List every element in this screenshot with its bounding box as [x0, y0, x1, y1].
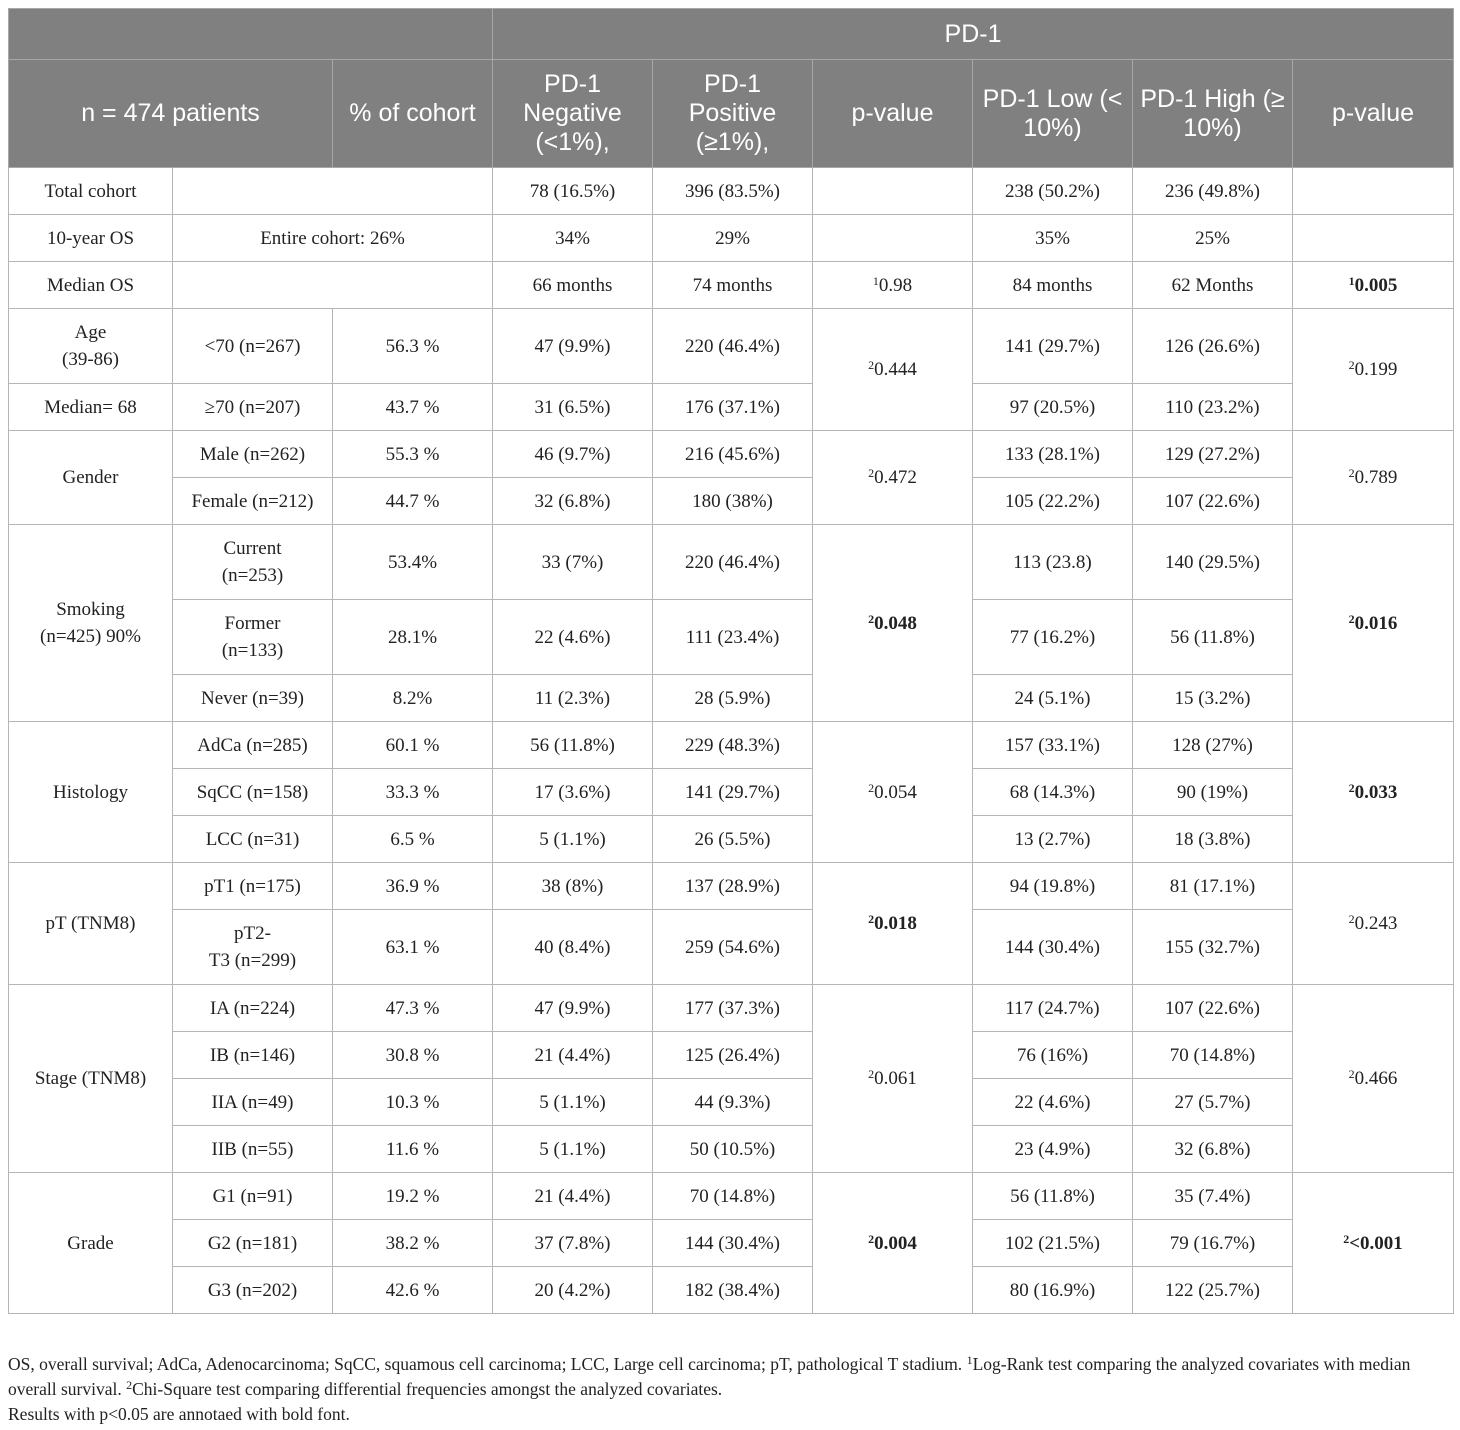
table-row-histology-2	[9, 769, 1454, 816]
group-label-histology: Histology	[9, 722, 173, 863]
table-row-stage-4	[9, 1126, 1454, 1173]
cell-pos: 216 (45.6%)	[653, 431, 813, 478]
cell-low: 238 (50.2%)	[973, 168, 1133, 215]
cell-entire-cohort: Entire cohort: 26%	[173, 215, 493, 262]
header-cohort-pct: % of cohort	[333, 60, 493, 168]
header-pd1-group: PD-1	[493, 9, 1454, 60]
cell-high: 25%	[1133, 215, 1293, 262]
cell-sub: Current (n=253)	[173, 525, 333, 600]
cell-high: 56 (11.8%)	[1133, 600, 1293, 675]
p-value-2: $^2$0.199	[1293, 309, 1454, 431]
group-label-gender: Gender	[9, 431, 173, 525]
cell-pct: 53.4%	[333, 525, 493, 600]
p-value-2: $^1$0.005	[1293, 262, 1454, 309]
cell-neg: 56 (11.8%)	[493, 722, 653, 769]
cell-high: 140 (29.5%)	[1133, 525, 1293, 600]
cell-sub: Former (n=133)	[173, 600, 333, 675]
table-row-median-os	[9, 262, 1454, 309]
cell-sub: pT2- T3 (n=299)	[173, 910, 333, 985]
cell-pos: 141 (29.7%)	[653, 769, 813, 816]
p-value-2: $^2$0.243	[1293, 863, 1454, 985]
cell-low: 105 (22.2%)	[973, 478, 1133, 525]
cell-sub: G3 (n=202)	[173, 1267, 333, 1314]
cell-pos: 28 (5.9%)	[653, 675, 813, 722]
empty-cell	[813, 215, 973, 262]
empty-cell	[1293, 168, 1454, 215]
cell-neg: 47 (9.9%)	[493, 985, 653, 1032]
cell-pos: 137 (28.9%)	[653, 863, 813, 910]
row-label: Total cohort	[9, 168, 173, 215]
p-value-2: $^2$0.466	[1293, 985, 1454, 1173]
cell-pos: 229 (48.3%)	[653, 722, 813, 769]
empty-cell	[1293, 215, 1454, 262]
cell-low: 22 (4.6%)	[973, 1079, 1133, 1126]
cell-pct: 38.2 %	[333, 1220, 493, 1267]
cell-high: 129 (27.2%)	[1133, 431, 1293, 478]
cell-sub: Female (n=212)	[173, 478, 333, 525]
header-pd1-high: PD-1 High (≥ 10%)	[1133, 60, 1293, 168]
cell-neg: 17 (3.6%)	[493, 769, 653, 816]
cell-sub: pT1 (n=175)	[173, 863, 333, 910]
table-row-gender-2	[9, 478, 1454, 525]
header-row-columns	[9, 60, 1454, 168]
cell-neg: 37 (7.8%)	[493, 1220, 653, 1267]
cell-neg: 46 (9.7%)	[493, 431, 653, 478]
cell-neg: 5 (1.1%)	[493, 1079, 653, 1126]
cell-pct: 8.2%	[333, 675, 493, 722]
cell-neg: 11 (2.3%)	[493, 675, 653, 722]
cell-low: 102 (21.5%)	[973, 1220, 1133, 1267]
table-row-smoking-2	[9, 600, 1454, 675]
p-value-2: $^2$0.789	[1293, 431, 1454, 525]
group-label-grade: Grade	[9, 1173, 173, 1314]
p-value-2: $^2$0.033	[1293, 722, 1454, 863]
cell-high: 236 (49.8%)	[1133, 168, 1293, 215]
cell-low: 23 (4.9%)	[973, 1126, 1133, 1173]
p-value-1: $^2$0.444	[813, 309, 973, 431]
header-p-value-1: p-value	[813, 60, 973, 168]
cell-low: 68 (14.3%)	[973, 769, 1133, 816]
cell-sub: IIB (n=55)	[173, 1126, 333, 1173]
cell-sub: IB (n=146)	[173, 1032, 333, 1079]
cell-low: 84 months	[973, 262, 1133, 309]
cell-neg: 21 (4.4%)	[493, 1032, 653, 1079]
cell-neg: 5 (1.1%)	[493, 816, 653, 863]
pd1-results-table	[8, 8, 1454, 1314]
footnote-abbreviations: OS, overall survival; AdCa, Adenocarcinoma; SqCC, squamous cell carcinoma; LCC, Large cell carcinoma; pT, pathological T stadium. $^1$Log-Rank test comparing the analyzed covariates with median overall survival. $^2$Chi-Square test comparing differential frequencies amongst the analyzed covariates.	[8, 1353, 1411, 1399]
cell-pct: 33.3 %	[333, 769, 493, 816]
cell-low: 13 (2.7%)	[973, 816, 1133, 863]
cell-low: 77 (16.2%)	[973, 600, 1133, 675]
cell-pct: 55.3 %	[333, 431, 493, 478]
cell-high: 62 Months	[1133, 262, 1293, 309]
table-row-pt-1	[9, 863, 1454, 910]
table-row-smoking-1	[9, 525, 1454, 600]
cell-sub: Male (n=262)	[173, 431, 333, 478]
cell-pos: 125 (26.4%)	[653, 1032, 813, 1079]
cell-pos: 180 (38%)	[653, 478, 813, 525]
cell-pct: 10.3 %	[333, 1079, 493, 1126]
cell-pct: 28.1%	[333, 600, 493, 675]
table-row-stage-1	[9, 985, 1454, 1032]
cell-pct: 47.3 %	[333, 985, 493, 1032]
cell-neg: 33 (7%)	[493, 525, 653, 600]
cell-pos: 29%	[653, 215, 813, 262]
cell-pos: 182 (38.4%)	[653, 1267, 813, 1314]
table-row-grade-3	[9, 1267, 1454, 1314]
cell-high: 81 (17.1%)	[1133, 863, 1293, 910]
cell-pct: 44.7 %	[333, 478, 493, 525]
cell-sub: AdCa (n=285)	[173, 722, 333, 769]
header-pd1-positive: PD-1 Positive (≥1%),	[653, 60, 813, 168]
cell-pct: 56.3 %	[333, 309, 493, 384]
cell-neg: 5 (1.1%)	[493, 1126, 653, 1173]
cell-high: 128 (27%)	[1133, 722, 1293, 769]
cell-sub: ≥70 (n=207)	[173, 384, 333, 431]
cell-sub: IIA (n=49)	[173, 1079, 333, 1126]
cell-pos: 111 (23.4%)	[653, 600, 813, 675]
row-label: 10-year OS	[9, 215, 173, 262]
table-row-pt-2	[9, 910, 1454, 985]
table-row-stage-3	[9, 1079, 1454, 1126]
cell-high: 35 (7.4%)	[1133, 1173, 1293, 1220]
cell-low: 76 (16%)	[973, 1032, 1133, 1079]
table-row-gender-1	[9, 431, 1454, 478]
table-row-10y-os	[9, 215, 1454, 262]
cell-pos: 176 (37.1%)	[653, 384, 813, 431]
cell-neg: 31 (6.5%)	[493, 384, 653, 431]
cell-pct: 63.1 %	[333, 910, 493, 985]
cell-high: 107 (22.6%)	[1133, 985, 1293, 1032]
cell-pct: 30.8 %	[333, 1032, 493, 1079]
empty-cell	[173, 168, 493, 215]
table-row-age-2	[9, 384, 1454, 431]
p-value-1: $^2$0.061	[813, 985, 973, 1173]
header-pd1-negative: PD-1 Negative (<1%),	[493, 60, 653, 168]
cell-pct: 43.7 %	[333, 384, 493, 431]
cell-sub: G1 (n=91)	[173, 1173, 333, 1220]
footnote-bold-note: Results with p<0.05 are annotaed with bold font.	[8, 1404, 350, 1424]
cell-high: 90 (19%)	[1133, 769, 1293, 816]
cell-pos: 259 (54.6%)	[653, 910, 813, 985]
cell-low: 56 (11.8%)	[973, 1173, 1133, 1220]
p-value-2: $^2$0.016	[1293, 525, 1454, 722]
cell-sub: Never (n=39)	[173, 675, 333, 722]
group-label-age-median: Median= 68	[9, 384, 173, 431]
cell-high: 126 (26.6%)	[1133, 309, 1293, 384]
cell-pos: 26 (5.5%)	[653, 816, 813, 863]
p-value-2: $^2$<0.001	[1293, 1173, 1454, 1314]
header-row-group	[9, 9, 1454, 60]
empty-cell	[813, 168, 973, 215]
cell-pos: 220 (46.4%)	[653, 309, 813, 384]
p-value-1: $^2$0.004	[813, 1173, 973, 1314]
cell-neg: 38 (8%)	[493, 863, 653, 910]
table-row-histology-3	[9, 816, 1454, 863]
cell-pct: 42.6 %	[333, 1267, 493, 1314]
table-footnotes	[8, 1352, 1456, 1427]
cell-pos: 177 (37.3%)	[653, 985, 813, 1032]
cell-high: 110 (23.2%)	[1133, 384, 1293, 431]
cell-sub: SqCC (n=158)	[173, 769, 333, 816]
cell-neg: 47 (9.9%)	[493, 309, 653, 384]
cell-high: 70 (14.8%)	[1133, 1032, 1293, 1079]
cell-neg: 32 (6.8%)	[493, 478, 653, 525]
cell-pos: 74 months	[653, 262, 813, 309]
cell-low: 133 (28.1%)	[973, 431, 1133, 478]
table-row-grade-2	[9, 1220, 1454, 1267]
cell-neg: 20 (4.2%)	[493, 1267, 653, 1314]
cell-neg: 21 (4.4%)	[493, 1173, 653, 1220]
table-row-grade-1	[9, 1173, 1454, 1220]
cell-neg: 34%	[493, 215, 653, 262]
empty-cell	[173, 262, 493, 309]
group-label-age: Age (39-86)	[9, 309, 173, 384]
cell-sub: IA (n=224)	[173, 985, 333, 1032]
cell-low: 141 (29.7%)	[973, 309, 1133, 384]
cell-low: 80 (16.9%)	[973, 1267, 1133, 1314]
cell-pos: 50 (10.5%)	[653, 1126, 813, 1173]
cell-low: 97 (20.5%)	[973, 384, 1133, 431]
cell-pct: 11.6 %	[333, 1126, 493, 1173]
cell-sub: LCC (n=31)	[173, 816, 333, 863]
cell-neg: 22 (4.6%)	[493, 600, 653, 675]
group-label-smoking: Smoking (n=425) 90%	[9, 525, 173, 722]
table-row-histology-1	[9, 722, 1454, 769]
header-patients: n = 474 patients	[9, 60, 333, 168]
cell-sub: G2 (n=181)	[173, 1220, 333, 1267]
group-label-pt: pT (TNM8)	[9, 863, 173, 985]
cell-neg: 40 (8.4%)	[493, 910, 653, 985]
cell-high: 107 (22.6%)	[1133, 478, 1293, 525]
cell-high: 15 (3.2%)	[1133, 675, 1293, 722]
cell-pct: 36.9 %	[333, 863, 493, 910]
table-row-total	[9, 168, 1454, 215]
cell-pos: 396 (83.5%)	[653, 168, 813, 215]
cell-pct: 19.2 %	[333, 1173, 493, 1220]
cell-high: 79 (16.7%)	[1133, 1220, 1293, 1267]
cell-low: 157 (33.1%)	[973, 722, 1133, 769]
cell-pos: 220 (46.4%)	[653, 525, 813, 600]
cell-pos: 70 (14.8%)	[653, 1173, 813, 1220]
p-value-1: $^2$0.048	[813, 525, 973, 722]
row-label: Median OS	[9, 262, 173, 309]
cell-low: 35%	[973, 215, 1133, 262]
cell-sub: <70 (n=267)	[173, 309, 333, 384]
cell-high: 122 (25.7%)	[1133, 1267, 1293, 1314]
cell-high: 155 (32.7%)	[1133, 910, 1293, 985]
cell-neg: 78 (16.5%)	[493, 168, 653, 215]
p-value-1: $^1$0.98	[813, 262, 973, 309]
cell-low: 117 (24.7%)	[973, 985, 1133, 1032]
cell-high: 27 (5.7%)	[1133, 1079, 1293, 1126]
cell-high: 32 (6.8%)	[1133, 1126, 1293, 1173]
header-corner	[9, 9, 493, 60]
table-row-smoking-3	[9, 675, 1454, 722]
cell-low: 24 (5.1%)	[973, 675, 1133, 722]
cell-pct: 60.1 %	[333, 722, 493, 769]
p-value-1: $^2$0.018	[813, 863, 973, 985]
cell-low: 144 (30.4%)	[973, 910, 1133, 985]
header-p-value-2: p-value	[1293, 60, 1454, 168]
cell-low: 113 (23.8)	[973, 525, 1133, 600]
p-value-1: $^2$0.054	[813, 722, 973, 863]
group-label-stage: Stage (TNM8)	[9, 985, 173, 1173]
cell-pos: 44 (9.3%)	[653, 1079, 813, 1126]
cell-high: 18 (3.8%)	[1133, 816, 1293, 863]
table-row-stage-2	[9, 1032, 1454, 1079]
table-row-age-1	[9, 309, 1454, 384]
header-pd1-low: PD-1 Low (< 10%)	[973, 60, 1133, 168]
cell-pos: 144 (30.4%)	[653, 1220, 813, 1267]
cell-low: 94 (19.8%)	[973, 863, 1133, 910]
p-value-1: $^2$0.472	[813, 431, 973, 525]
cell-pct: 6.5 %	[333, 816, 493, 863]
cell-neg: 66 months	[493, 262, 653, 309]
